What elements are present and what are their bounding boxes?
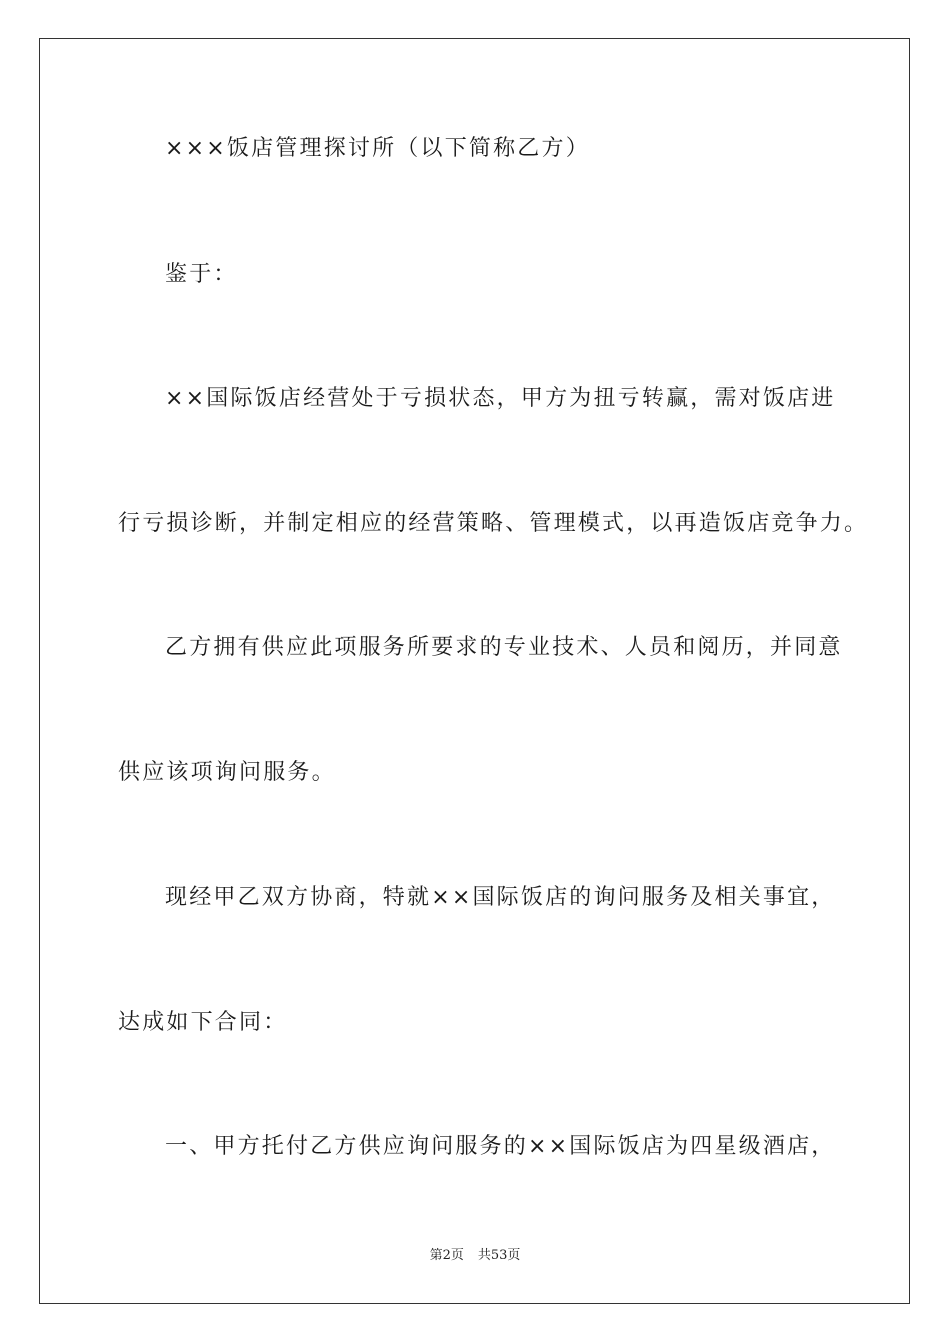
page-border xyxy=(39,38,910,1304)
page-total: 共53页 xyxy=(477,1248,521,1263)
paragraph-line-3: ××国际饭店经营处于亏损状态，甲方为扭亏转赢，需对饭店进 xyxy=(165,386,836,411)
paragraph-line-8: 达成如下合同： xyxy=(118,1010,288,1035)
page-footer xyxy=(0,1247,950,1265)
paragraph-line-4: 行亏损诊断，并制定相应的经营策略、管理模式，以再造饭店竞争力。 xyxy=(118,511,869,536)
paragraph-line-5: 乙方拥有供应此项服务所要求的专业技术、人员和阅历，并同意 xyxy=(165,635,843,660)
paragraph-line-6: 供应该项询问服务。 xyxy=(118,760,336,785)
paragraph-line-1: ×××饭店管理探讨所（以下简称乙方） xyxy=(165,136,590,161)
paragraph-line-2: 鉴于： xyxy=(165,262,238,287)
page-number: 第2页 xyxy=(429,1248,464,1263)
paragraph-line-9: 一、甲方托付乙方供应询问服务的××国际饭店为四星级酒店， xyxy=(165,1134,836,1159)
paragraph-line-7: 现经甲乙双方协商，特就××国际饭店的询问服务及相关事宜， xyxy=(165,885,836,910)
